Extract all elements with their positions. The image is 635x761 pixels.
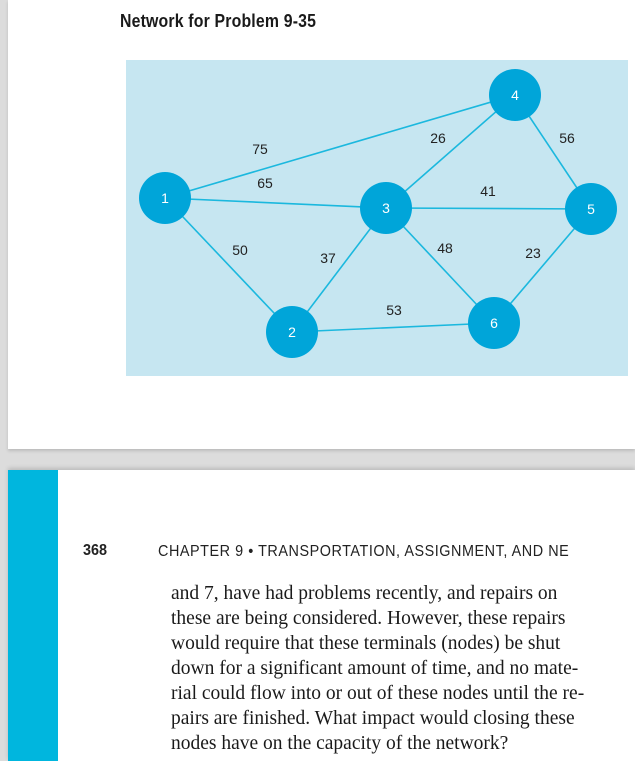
- text-line: nodes have on the capacity of the network?: [171, 733, 509, 754]
- text-page: [8, 470, 635, 761]
- edge-label: 26: [430, 130, 446, 146]
- text-line: and 7, have had problems recently, and repairs on: [171, 583, 558, 604]
- text-line: would require that these terminals (nodes) be shut: [171, 633, 561, 654]
- node-label: 6: [490, 315, 498, 331]
- edge-label: 48: [437, 240, 453, 256]
- body-text: [171, 581, 611, 756]
- node-label: 2: [288, 324, 296, 340]
- edge-label: 65: [257, 175, 273, 191]
- node-label: 3: [382, 200, 390, 216]
- node-label: 1: [161, 190, 169, 206]
- page-margin-stripe: [8, 470, 58, 761]
- page-number: 368: [83, 542, 108, 559]
- figure-title: Network for Problem 9-35: [120, 11, 317, 31]
- edge-3-5: [386, 208, 591, 209]
- text-line: pairs are finished. What impact would closing these: [171, 708, 575, 729]
- edge-label: 75: [252, 141, 268, 157]
- edge-label: 37: [320, 250, 336, 266]
- text-line: rial could flow into or out of these nodes until the re-: [171, 683, 585, 704]
- node-label: 5: [587, 201, 595, 217]
- edge-label: 56: [559, 130, 575, 146]
- edge-label: 41: [480, 183, 496, 199]
- text-line: these are being considered. However, these repairs: [171, 608, 566, 629]
- edge-label: 53: [386, 302, 402, 318]
- running-head: CHAPTER 9 • TRANSPORTATION, ASSIGNMENT, AND NE: [158, 543, 570, 560]
- node-label: 4: [511, 87, 519, 103]
- edge-label: 23: [525, 245, 541, 261]
- network-diagram: [118, 60, 628, 376]
- text-line: down for a significant amount of time, and no mate-: [171, 658, 579, 679]
- edge-label: 50: [232, 242, 248, 258]
